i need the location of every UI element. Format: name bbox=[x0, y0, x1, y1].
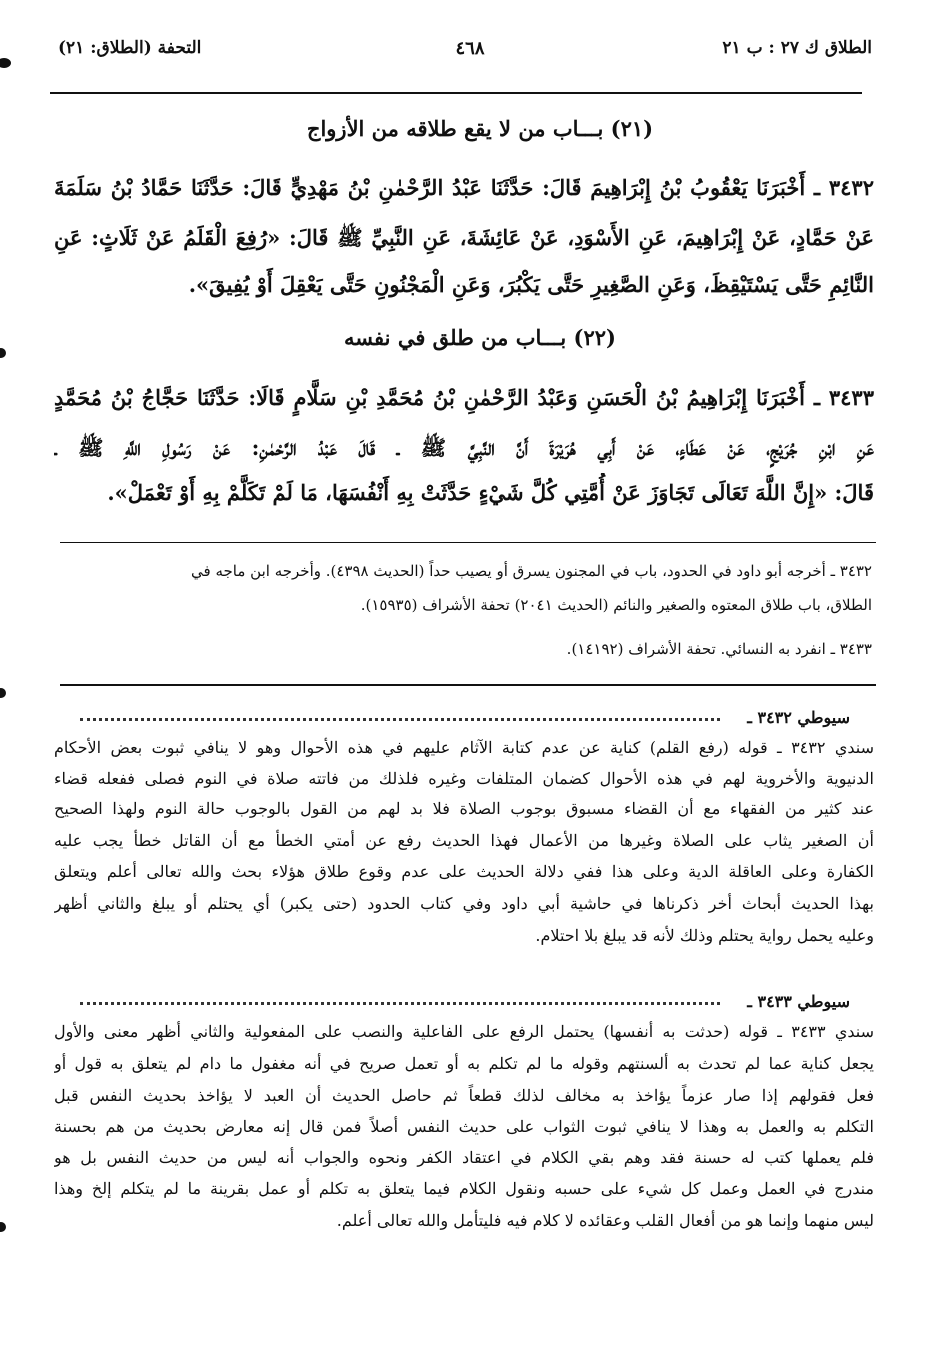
sindi-3433-line: فلم يعملها كتب له حسنة فقد وهم بقي الكلام في اعتقاد الكفر ونحوه والجواب أنه ليس من حديث النفس بل هو bbox=[54, 1148, 874, 1167]
suyuti-3433-label: سيوطي ٣٤٣٣ ـ bbox=[747, 992, 850, 1011]
hadith-3432-line: ٣٤٣٢ ـ أَخْبَرَنَا يَعْقُوبُ بْنُ إِبْرَاهِيمَ قَالَ: حَدَّثَنَا عَبْدُ الرَّحْمٰنِ بْنُ مَهْدِيٍّ قَالَ: حَدَّثَنَا حَمَّادُ بْنُ سَلَمَةَ bbox=[54, 175, 874, 200]
sindi-3432-line: الكفارة وعلى العاقلة الدية وعلى هذا ففي دلالة الحديث على عدم وقوع طلاق هؤلاء بحث والله تعالى أعلم ويتعلق bbox=[54, 862, 874, 881]
dotted-leader bbox=[80, 718, 720, 721]
hadith-3433-line: قَالَ: «إِنَّ اللَّهَ تَعَالَى تَجَاوَزَ عَنْ أُمَّتِي كُلَّ شَيْءٍ حَدَّثَتْ بِهِ أَنْفُسَهَا، مَا لَمْ تَكَلَّمْ بِهِ أَوْ تَعْمَلْ». bbox=[107, 480, 874, 505]
hadith-3432-line: عَنْ حَمَّادٍ، عَنْ إِبْرَاهِيمَ، عَنِ الأَسْوَدِ، عَنْ عَائِشَةَ، عَنِ النَّبِيِّ ﷺ قَالَ: «رُفِعَ الْقَلَمُ عَنْ ثَلَاثٍ: عَنِ bbox=[54, 225, 874, 250]
margin-mark bbox=[0, 688, 6, 698]
running-header-right: الطلاق ك ٢٧ : ب ٢١ bbox=[722, 38, 872, 58]
footnote-rule bbox=[60, 542, 876, 543]
margin-mark bbox=[0, 1222, 6, 1232]
hadith-3433-line: عَنِ ابْنِ جُرَيْجٍ، عَنْ عَطَاءٍ، عَنْ أَبِي هُرَيْرَةَ أَنَّ النَّبِيَّ ﷺ ـ قَالَ عَبْدُ الرَّحْمٰنِ: عَنْ رَسُولِ اللَّهِ ﷺ ـ bbox=[54, 435, 874, 460]
chapter-title-21: (٢١) بـــاب من لا يقع طلاقه من الأزواج bbox=[306, 116, 654, 141]
chapter-title-22: (٢٢) بـــاب من طلق في نفسه bbox=[344, 325, 616, 350]
commentary-rule bbox=[60, 684, 876, 686]
footnote-line: الطلاق، باب طلاق المعتوه والصغير والنائم (الحديث ٢٠٤١) تحفة الأشراف (١٥٩٣٥). bbox=[360, 596, 872, 614]
sindi-3433-line: فعل فقولهم إذا صار عزماً يؤاخذ به مخالف لذلك قطعاً ثم حاصل الحديث أن العبد لا يؤاخذ بحديث النفس قبل bbox=[54, 1086, 874, 1105]
sindi-3432-line: وعليه يحمل رواية يحتلم وذلك لأنه قد يبلغ بلا احتلام. bbox=[535, 926, 874, 945]
dotted-leader bbox=[80, 1002, 720, 1005]
sindi-3433-line: ليس منهما وإنما هو من أفعال القلب وعقائده لا كلام فيه فليتأمل والله تعالى أعلم. bbox=[336, 1211, 874, 1230]
page-number: ٤٦٨ bbox=[455, 38, 485, 59]
hadith-3432-line: النَّائِمِ حَتَّى يَسْتَيْقِظَ، وَعَنِ الصَّغِيرِ حَتَّى يَكْبُرَ، وَعَنِ الْمَجْنُونِ حَتَّى يَعْقِلَ أَوْ يُفِيقَ». bbox=[188, 272, 874, 297]
sindi-3433-line: سندي ٣٤٣٣ ـ قوله (حدثت به أنفسها) يحتمل الرفع على الفاعلية والنصب على المفعولية والثاني أظهر معنى والأول bbox=[54, 1022, 874, 1041]
header-rule bbox=[50, 92, 862, 94]
sindi-3433-line: مندرج في العمل وعمل كل شيء على حسبه ونقول الكلام فيما يتعلق به تكلم أو عمل بقرينة ما لم يتكلم إلخ وهذا bbox=[54, 1179, 874, 1198]
running-header-left: التحفة (الطلاق: ٢١) bbox=[58, 38, 202, 58]
sindi-3432-line: عند كثير من الفقهاء مع أن القضاء مسبوق بوجوب الصلاة فلا بد لهم من القول بالوجوب حالة النوم ولهذا الصحيح bbox=[54, 799, 874, 818]
sindi-3432-line: أن الصغير يثاب على الصلاة وغيرها من الأعمال فهذا الحديث رفع عن أمتي الخطأ مع أن القاتل خطأ يجب عليه bbox=[54, 831, 874, 850]
footnote-line: ٣٤٣٣ ـ انفرد به النسائي. تحفة الأشراف (١٤١٩٢). bbox=[566, 640, 872, 658]
margin-mark bbox=[0, 58, 11, 68]
sindi-3432-line: الدنيوية والأخروية لهم في هذه الأحوال كضمان المتلفات وغيره فلذلك من فاتته صلاة في النوم فصلى ففعله قضاء bbox=[54, 769, 874, 788]
sindi-3433-line: يجعل كناية عما لم تحدث به ألسنتهم وقوله ما لم تكلم به أو تعمل صريح في أنه مغفول ما دام لم يتعلق به قول أو bbox=[54, 1054, 874, 1073]
sindi-3432-line: سندي ٣٤٣٢ ـ قوله (رفع القلم) كناية عن عدم كتابة الآثام عليهم في هذه الأحوال وهو لا ينافي ثبوت بعض الأحكام bbox=[54, 738, 874, 757]
sindi-3433-line: التكلم به والعمل به وهذا لا ينافي ثبوت الثواب على حديث النفس أصلاً فمن قال إنه معارض بحديث من هم بحسنة bbox=[54, 1117, 874, 1136]
suyuti-3432-label: سيوطي ٣٤٣٢ ـ bbox=[747, 708, 850, 727]
hadith-3433-line: ٣٤٣٣ ـ أَخْبَرَنَا إِبْرَاهِيمُ بْنُ الْحَسَنِ وَعَبْدُ الرَّحْمٰنِ بْنُ مُحَمَّدِ بْنِ سَلَّامٍ قَالَا: حَدَّثَنَا حَجَّاجُ بْنُ مُحَمَّدٍ bbox=[54, 385, 874, 410]
sindi-3432-line: بهذا الحديث أبحاث أخر ذكرناها في حاشية أبي داود وفي كتاب الحدود (حتى يكبر) أي يحتلم أو يبلغ والثاني أظهر bbox=[54, 894, 874, 913]
margin-mark bbox=[0, 348, 6, 358]
footnote-line: ٣٤٣٢ ـ أخرجه أبو داود في الحدود، باب في المجنون يسرق أو يصيب حداً (الحديث ٤٣٩٨). وأخرجه ابن ماجه في bbox=[191, 562, 872, 580]
